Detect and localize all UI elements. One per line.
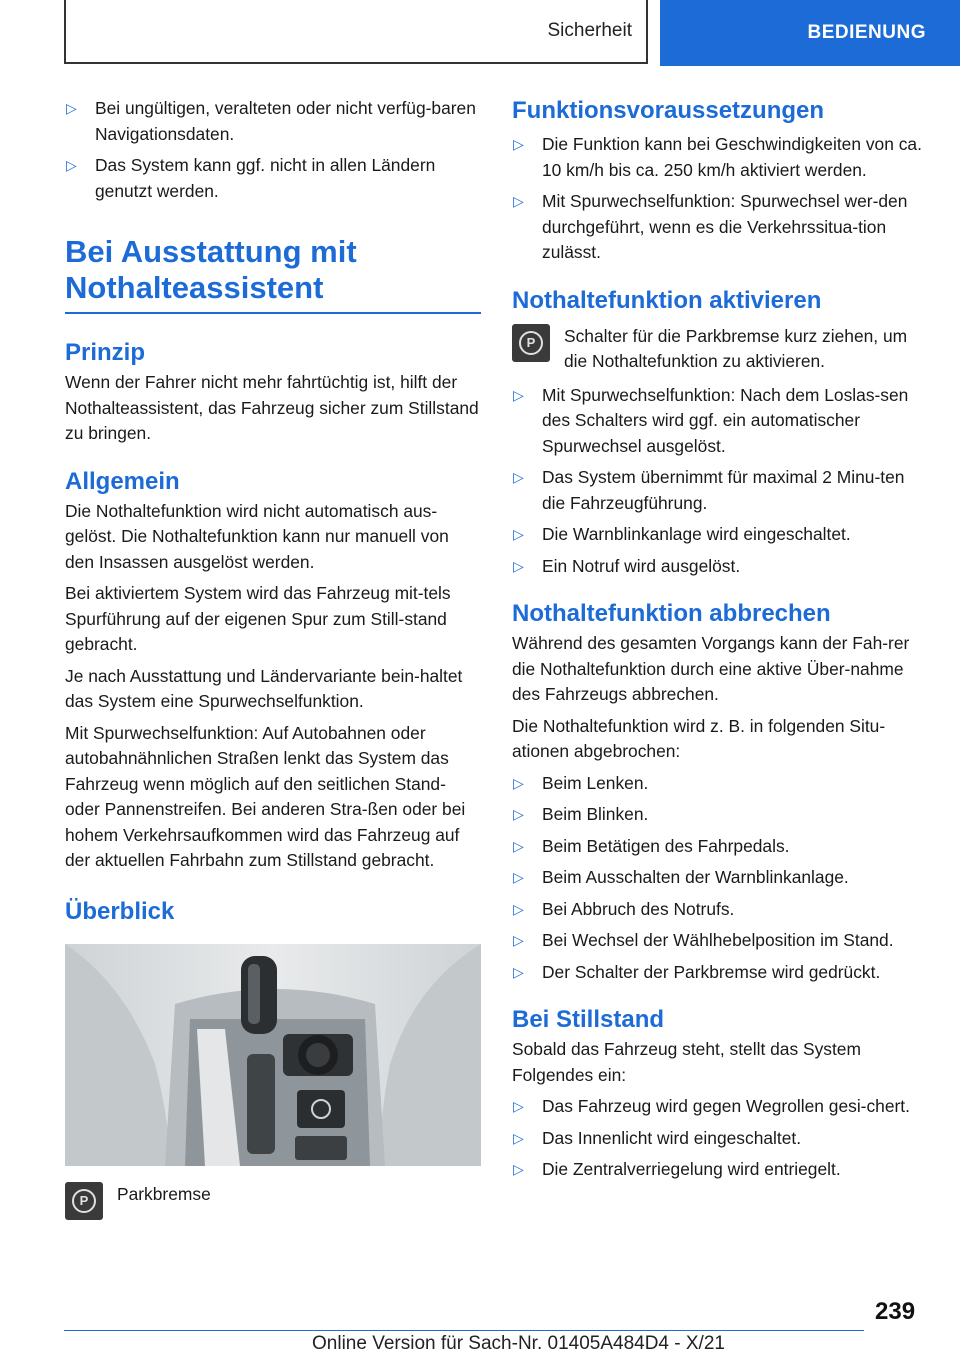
subheading-funktionsvoraussetzungen: Funktionsvoraussetzungen [512,97,825,124]
triangle-bullet-icon: ▷ [513,136,524,152]
triangle-bullet-icon: ▷ [513,963,524,980]
activation-bullet-list [512,383,930,580]
list-item: ▷ Die Warnblinkanlage wird eingeschaltet. [512,522,930,548]
page-header [0,0,960,66]
list-item: ▷ Mit Spurwechselfunktion: Nach dem Loslas-sen des Schalters wird ggf. ein automatischer Spurwechsel ausgelöst. [513,384,909,456]
list-item: ▷ Der Schalter der Parkbremse wird gedrückt. [512,960,930,986]
center-console-illustration [65,944,481,1166]
triangle-bullet-icon: ▷ [513,557,524,574]
list-item: ▷ Beim Blinken. [512,802,930,828]
abort-bullet-list [512,771,930,986]
chapter-tab: BEDIENUNG [660,0,960,66]
triangle-bullet-icon: ▷ [66,100,77,116]
triangle-bullet-icon: ▷ [513,1098,524,1114]
list-item: ▷ Bei ungültigen, veralteten oder nicht verfüg-baren Navigationsdaten. [66,98,476,144]
paragraph: Mit Spurwechselfunktion: Auf Autobahnen oder autobahnähnlichen Straßen lenkt das System das Fahrzeug wenn möglich auf den seitlichen Stand- oder Pannenstreifen. Bei anderen Stra-ßen oder bei hohem Verkehrsaufkommen wird das Fahrzeug auf der aktuellen Fahrbahn zum Stillstand gebracht. [65,722,466,870]
subheading-aktivieren: Nothaltefunktion aktivieren [512,286,822,314]
subheading-allgemein: Allgemein [65,467,180,495]
subheading-ueberblick: Überblick [65,897,175,925]
list-item: ▷ Ein Notruf wird ausgelöst. [512,554,930,580]
list-item: ▷ Beim Ausschalten der Warnblinkanlage. [512,865,930,891]
list-item: ▷ Das Fahrzeug wird gegen Wegrollen gesi-chert. [512,1094,930,1120]
triangle-bullet-icon: ▷ [513,1129,524,1146]
list-item: ▷ Die Funktion kann bei Geschwindigkeiten von ca. 10 km/h bis ca. 250 km/h aktiviert werden. [513,134,922,180]
right-column [512,96,930,1191]
parking-brake-icon: P [65,1182,103,1220]
triangle-bullet-icon: ▷ [513,386,524,403]
list-item: ▷ Beim Betätigen des Fahrpedals. [512,834,930,860]
intro-bullet-list [65,96,481,204]
paragraph: Je nach Ausstattung und Ländervariante bein-haltet das System eine Spurwechselfunktion. [65,665,463,711]
triangle-bullet-icon: ▷ [513,469,524,485]
triangle-bullet-icon: ▷ [66,157,77,173]
list-item: ▷ Die Zentralverriegelung wird entriegelt. [512,1157,930,1183]
standstill-bullet-list [512,1094,930,1183]
paragraph: Bei aktiviertem System wird das Fahrzeug mit-tels Spurführung auf der eigenen Spur zum Still-stand gebracht. [65,583,451,654]
list-item: ▷ Mit Spurwechselfunktion: Spurwechsel wer-den durchgeführt, wenn es die Verkehrssitua-tion zulässt. [513,191,908,262]
triangle-bullet-icon: ▷ [513,837,524,854]
list-item: ▷ Beim Lenken. [512,771,930,797]
footer-version: Online Version für Sach-Nr. 01405A484D4 - X/21 [312,1333,725,1354]
triangle-bullet-icon: ▷ [513,900,524,917]
activation-instruction: P Schalter für die Parkbremse kurz ziehen, um die Nothaltefunktion zu aktivieren. [512,324,930,375]
paragraph: Die Nothaltefunktion wird nicht automatisch aus-gelöst. Die Nothaltefunktion kann nur manuell von den Insassen ausgelöst werden. [65,500,449,572]
triangle-bullet-icon: ▷ [513,932,524,948]
parking-brake-icon: P [512,324,550,362]
footer-divider [64,1330,864,1331]
list-item: ▷ Bei Wechsel der Wählhebelposition im Stand. [512,928,930,954]
paragraph: Sobald das Fahrzeug steht, stellt das System Folgendes ein: [512,1039,861,1085]
triangle-bullet-icon: ▷ [513,869,524,885]
triangle-bullet-icon: ▷ [513,1161,524,1177]
triangle-bullet-icon: ▷ [513,774,524,791]
section-heading: Bei Ausstattung mit Nothalteassistent [65,234,481,314]
photo-caption: P Parkbremse [65,1182,481,1220]
requirements-bullet-list [512,132,930,266]
subheading-stillstand: Bei Stillstand [512,1006,665,1033]
triangle-bullet-icon: ▷ [513,193,524,209]
center-console-photo [65,944,481,1166]
subheading-prinzip: Prinzip [65,339,146,366]
list-item: ▷ Das System übernimmt für maximal 2 Minu-ten die Fahrzeugführung. [513,467,905,513]
left-column [65,96,481,1220]
paragraph: Während des gesamten Vorgangs kann der Fah-rer die Nothaltefunktion durch eine aktive Über-nahme des Fahrzeugs abbrechen. [512,633,910,704]
paragraph: Wenn der Fahrer nicht mehr fahrtüchtig ist, hilft der Nothalteassistent, das Fahrzeug sicher zum Stillstand zu bringen. [65,372,479,443]
paragraph: Die Nothaltefunktion wird z. B. in folgenden Situ-ationen abgebrochen: [512,715,886,761]
list-item: ▷ Das System kann ggf. nicht in allen Ländern genutzt werden. [66,155,436,201]
triangle-bullet-icon: ▷ [513,526,524,542]
list-item: ▷ Bei Abbruch des Notrufs. [512,897,930,923]
section-label: Sicherheit [64,0,648,64]
triangle-bullet-icon: ▷ [513,806,524,822]
subheading-abbrechen: Nothaltefunktion abbrechen [512,600,831,627]
list-item: ▷ Das Innenlicht wird eingeschaltet. [512,1126,930,1152]
page-number: 239 [875,1298,916,1325]
